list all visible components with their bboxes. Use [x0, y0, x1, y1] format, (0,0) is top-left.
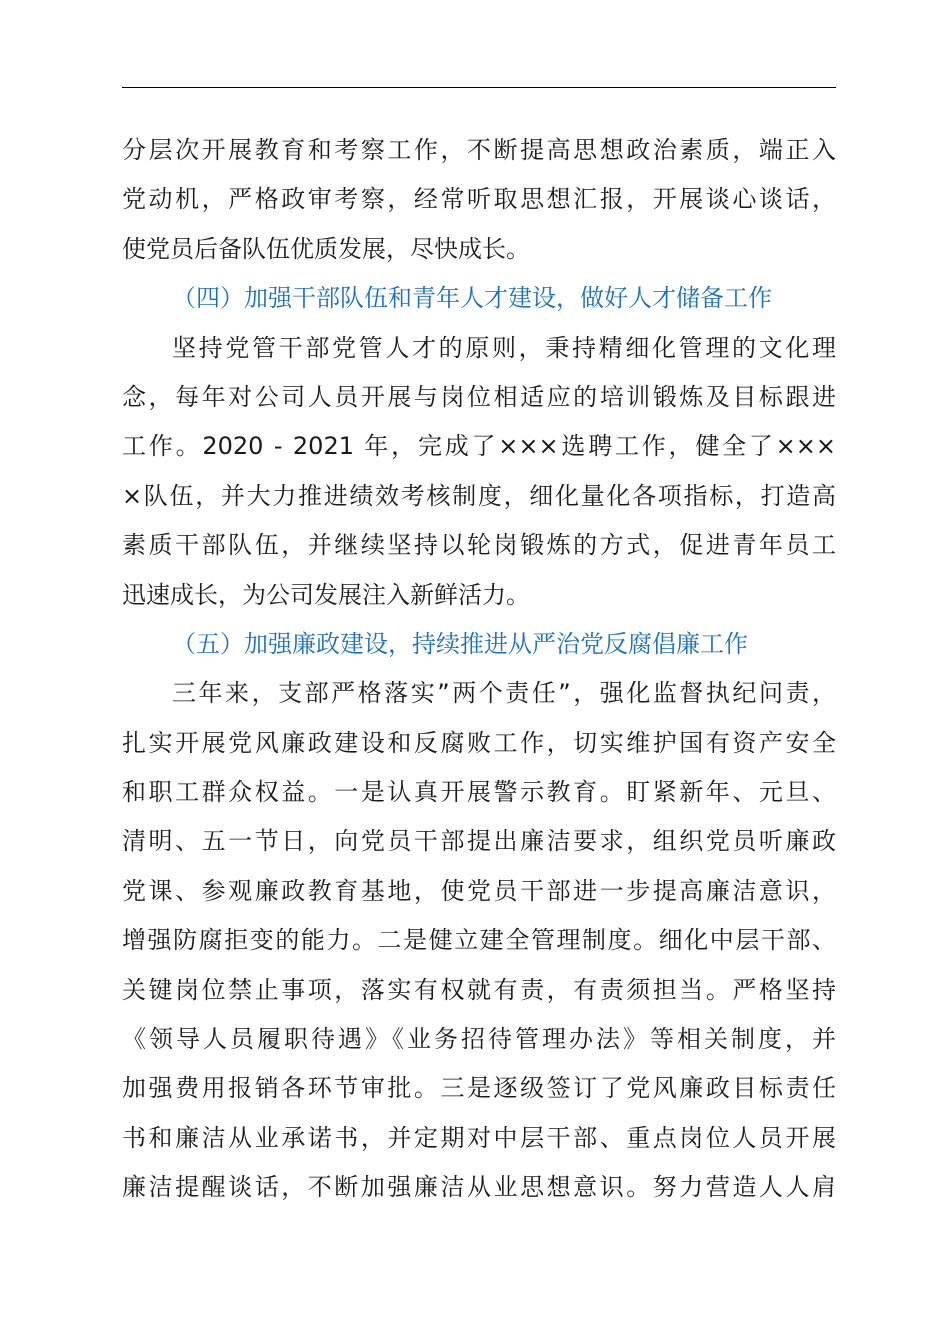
paragraph-line: 三年来，支部严格落实”两个责任”，强化监督执纪问责， — [172, 679, 836, 708]
paragraph-line: 党课、参观廉政教育基地，使党员干部进一步提高廉洁意识， — [122, 876, 836, 905]
paragraph-line: 坚持党管干部党管人才的原则，秉持精细化管理的文化理 — [172, 333, 836, 362]
section-heading-5: （五）加强廉政建设，持续推进从严治党反腐倡廉工作 — [172, 629, 748, 658]
paragraph-line: 使党员后备队伍优质发展，尽快成长。 — [122, 234, 530, 263]
paragraph-line: 廉洁提醒谈话，不断加强廉洁从业思想意识。努力营造人人肩 — [122, 1173, 836, 1202]
paragraph-line: 和职工群众权益。一是认真开展警示教育。盯紧新年、元旦、 — [122, 778, 836, 807]
paragraph-line: 加强费用报销各环节审批。三是逐级签订了党风廉政目标责任 — [122, 1074, 836, 1103]
paragraph-line: ×队伍，并大力推进绩效考核制度，细化量化各项指标，打造高 — [122, 481, 836, 510]
paragraph-line: 清明、五一节日，向党员干部提出廉洁要求，组织党员听廉政 — [122, 827, 836, 856]
paragraph-line: 增强防腐拒变的能力。二是健立建全管理制度。细化中层干部、 — [122, 926, 836, 955]
paragraph-line: 素质干部队伍，并继续坚持以轮岗锻炼的方式，促进青年员工 — [122, 531, 836, 560]
paragraph-line: 扎实开展党风廉政建设和反腐败工作，切实维护国有资产安全 — [122, 728, 836, 757]
paragraph-line: 工作。2020 - 2021 年，完成了×××选聘工作，健全了××× — [122, 432, 836, 461]
paragraph-line: 迅速成长，为公司发展注入新鲜活力。 — [122, 580, 530, 609]
paragraph-line: 党动机，严格政审考察，经常听取思想汇报，开展谈心谈话， — [122, 185, 836, 214]
paragraph-line: 念，每年对公司人员开展与岗位相适应的培训锻炼及目标跟进 — [122, 382, 836, 411]
header-rule — [122, 87, 836, 88]
paragraph-line: 分层次开展教育和考察工作，不断提高思想政治素质，端正入 — [122, 136, 836, 164]
paragraph-line: 《领导人员履职待遇》《业务招待管理办法》等相关制度，并 — [122, 1025, 836, 1054]
paragraph-line: 书和廉洁从业承诺书，并定期对中层干部、重点岗位人员开展 — [122, 1123, 836, 1152]
document-body — [122, 126, 836, 1213]
paragraph-line: 关键岗位禁止事项，落实有权就有责，有责须担当。严格坚持 — [122, 975, 836, 1004]
section-heading-4: （四）加强干部队伍和青年人才建设，做好人才储备工作 — [172, 284, 772, 313]
